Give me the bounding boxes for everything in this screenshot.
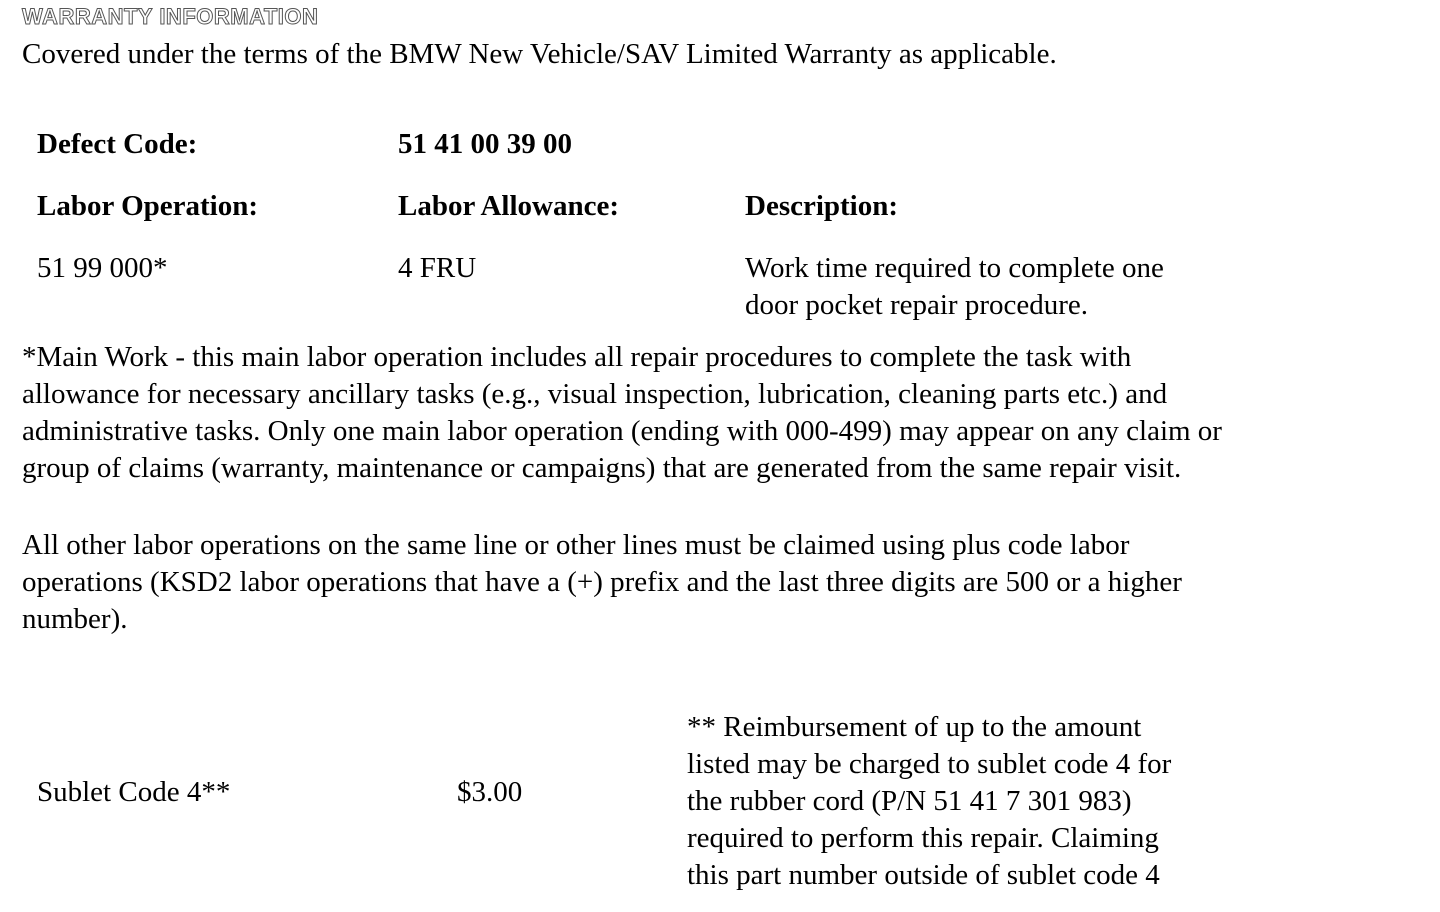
section-heading: WARRANTY INFORMATION (22, 4, 319, 29)
plus-code-note-line: number). (22, 603, 128, 635)
plus-code-note-line: All other labor operations on the same line or other lines must be claimed using plus code labor (22, 529, 1130, 561)
plus-code-note-line: operations (KSD2 labor operations that have a (+) prefix and the last three digits are 500 or a higher (22, 566, 1182, 598)
defect-code-label: Defect Code: (37, 128, 198, 160)
sublet-amount: $3.00 (457, 776, 523, 808)
labor-operation-header: Labor Operation: (37, 190, 258, 222)
labor-allowance-value: 4 FRU (398, 252, 477, 284)
defect-code-value: 51 41 00 39 00 (398, 128, 572, 160)
plus-code-note (22, 527, 1182, 638)
sublet-note (687, 709, 1171, 894)
description-line: door pocket repair procedure. (745, 289, 1089, 321)
sublet-note-line: ** Reimbursement of up to the amount (687, 711, 1142, 743)
sublet-code-label: Sublet Code 4** (37, 776, 231, 808)
sublet-note-line: this part number outside of sublet code 4 (687, 859, 1160, 891)
description-value (745, 250, 1164, 324)
description-header: Description: (745, 190, 899, 222)
sublet-note-line: the rubber cord (P/N 51 41 7 301 983) (687, 785, 1132, 817)
main-work-note-line: administrative tasks. Only one main labor operation (ending with 000-499) may appear on any claim or (22, 415, 1222, 447)
sublet-note-line: required to perform this repair. Claiming (687, 822, 1159, 854)
main-work-note (22, 339, 1222, 487)
main-work-note-line: allowance for necessary ancillary tasks (e.g., visual inspection, lubrication, cleaning parts etc.) and (22, 378, 1168, 410)
description-line: Work time required to complete one (745, 252, 1164, 284)
labor-allowance-header: Labor Allowance: (398, 190, 619, 222)
main-work-note-line: group of claims (warranty, maintenance or campaigns) that are generated from the same repair visit. (22, 452, 1182, 484)
coverage-text: Covered under the terms of the BMW New Vehicle/SAV Limited Warranty as applicable. (22, 38, 1057, 70)
labor-operation-value: 51 99 000* (37, 252, 168, 284)
main-work-note-line: *Main Work - this main labor operation includes all repair procedures to complete the task with (22, 341, 1132, 373)
sublet-note-line: listed may be charged to sublet code 4 for (687, 748, 1172, 780)
